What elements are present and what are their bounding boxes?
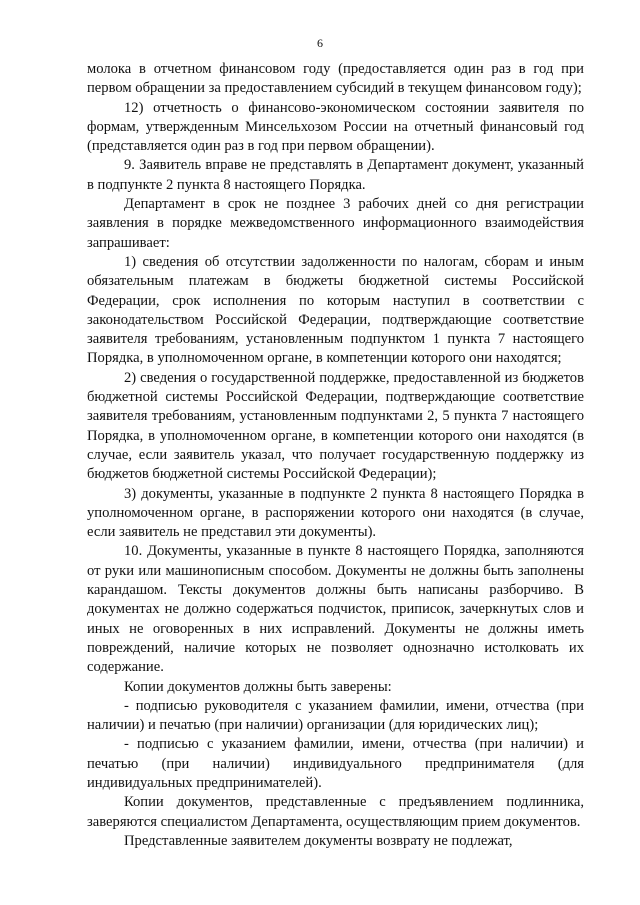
paragraph-department-requests: Департамент в срок не позднее 3 рабочих дней со дня регистрации заявления в порядке межведомственного информационного взаимодействия запрашивает: [87, 196, 584, 251]
page-number: 6 [317, 36, 323, 50]
paragraph-item-12-financial-report: 12) отчетность о финансово-экономическом состоянии заявителя по формам, утвержденным Минсельхозом России на отчетный финансовый год (представляется один раз в год при первом обращении). [87, 99, 584, 155]
paragraph-clause-9: 9. Заявитель вправе не представлять в Департамент документ, указанный в подпункте 2 пункта 8 настоящего Порядка. [87, 157, 584, 193]
paragraph-request-item-2: 2) сведения о государственной поддержке, предоставленной из бюджетов бюджетной системы Российской Федерации, подтверждающие соответствие заявителя требованиям, установленным подпунктами 2, 5 пункта 7 настоящего Порядка, в уполномоченном органе, в компетенции которого они находятся (в случае, если заявитель указал, что получает государственную поддержку из бюджетов бюджетной системы Российской Федерации); [87, 369, 584, 483]
paragraph-continuation-milk: молока в отчетном финансовом году (предоставляется один раз в год при первом обращении за предоставлением субсидий в текущем финансовом году); [87, 61, 584, 97]
document-body [87, 60, 584, 851]
paragraph-copies-entrepreneurs: - подписью с указанием фамилии, имени, отчества (при наличии) и печатью (при наличии) индивидуального предпринимателя (для индивидуальных предпринимателей). [87, 736, 584, 791]
paragraph-documents-not-returned: Представленные заявителем документы возврату не подлежат, [124, 832, 513, 849]
paragraph-request-item-1: 1) сведения об отсутствии задолженности по налогам, сборам и иным обязательным платежам в бюджеты бюджетной системы Российской Федерации, срок исполнения по которым наступил в соответствии с законодательством Российской Федерации, подтверждающие соответствие заявителя требованиям, установленным подпунктом 1 пункта 7 настоящего Порядка, в уполномоченном органе, в компетенции которого они находятся; [87, 253, 584, 367]
paragraph-copies-with-original: Копии документов, представленные с предъявлением подлинника, заверяются специалистом Департамента, осуществляющим прием документов. [87, 794, 584, 830]
paragraph-copies-legal-entities: - подписью руководителя с указанием фамилии, имени, отчества (при наличии) и печатью (при наличии) организации (для юридических лиц); [87, 697, 584, 734]
paragraph-clause-10: 10. Документы, указанные в пункте 8 настоящего Порядка, заполняются от руки или машинописным способом. Документы не должны быть заполнены карандашом. Тексты документов должны быть написаны разборчиво. В документах не должно содержаться подчисток, приписок, зачеркнутых слов и иных не оговоренных в них исправлений. Документы не должны иметь повреждений, наличие которых не позволяет однозначно истолковать их содержание. [87, 543, 584, 676]
paragraph-copies-certified: Копии документов должны быть заверены: [124, 678, 392, 695]
paragraph-request-item-3: 3) документы, указанные в подпункте 2 пункта 8 настоящего Порядка в уполномоченном органе, в распоряжении которого они находятся (в случае, если заявитель не представил эти документы). [87, 485, 584, 541]
